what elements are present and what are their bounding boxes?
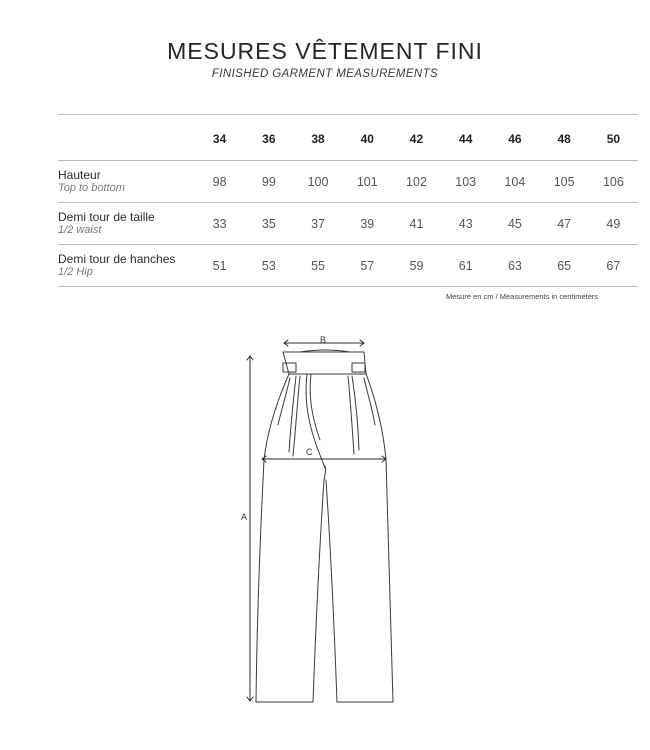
size-header: 48 [557, 131, 571, 146]
size-header: 40 [360, 131, 374, 146]
table-cell: 105 [553, 174, 575, 189]
table-cell: 103 [455, 174, 477, 189]
table-cell: 99 [261, 174, 276, 189]
size-header: 42 [409, 131, 424, 146]
table-cell: 98 [212, 174, 227, 189]
table-cell: 59 [409, 258, 424, 273]
label-a: A [241, 512, 248, 522]
table-cell: 51 [212, 258, 227, 273]
table-cell: 37 [311, 216, 325, 231]
table-cell: 35 [261, 216, 276, 231]
label-b: B [320, 335, 327, 345]
page-title: MESURES VÊTEMENT FINI [167, 38, 483, 64]
units-note: Mesure en cm / Measurements in centimeters [446, 292, 599, 301]
left-outseam [256, 374, 289, 702]
pleat-left-1 [289, 376, 296, 452]
pleat-left-2 [293, 376, 300, 456]
measurement-arrows [247, 340, 386, 701]
table-cell: 33 [212, 216, 227, 231]
trousers-outline [256, 350, 393, 702]
size-header: 38 [311, 131, 325, 146]
table-cell: 61 [458, 258, 473, 273]
table-cell: 39 [360, 216, 375, 231]
left-inseam [313, 466, 326, 702]
row-label-en: 1/2 Hip [58, 265, 93, 278]
size-header: 44 [459, 131, 473, 146]
table-cell: 53 [261, 258, 276, 273]
table-cell: 101 [356, 174, 378, 189]
table-cell: 67 [606, 258, 621, 273]
row-label-fr: Hauteur [58, 167, 101, 182]
size-header: 50 [606, 131, 621, 146]
table-cell: 41 [409, 216, 424, 231]
right-outseam [366, 374, 393, 702]
table-cell: 65 [557, 258, 572, 273]
size-header: 36 [262, 131, 276, 146]
table-cell: 100 [307, 174, 329, 189]
belt-tab-left [283, 363, 296, 372]
belt-tab-right [352, 363, 365, 372]
size-header: 34 [212, 131, 227, 146]
table-cell: 45 [507, 216, 522, 231]
label-c: C [306, 447, 313, 457]
table-cell: 55 [311, 258, 325, 273]
table-cell: 47 [557, 216, 572, 231]
pocket-right [364, 378, 375, 425]
size-header: 46 [508, 131, 522, 146]
table-cell: 57 [360, 258, 375, 273]
right-inseam [326, 480, 337, 702]
table-cell: 102 [406, 174, 427, 189]
table-cell: 49 [606, 216, 621, 231]
row-label-fr: Demi tour de taille [58, 209, 155, 224]
table-cell: 106 [602, 174, 624, 189]
pleat-right-2 [348, 376, 354, 454]
table-cell: 43 [458, 216, 473, 231]
table-cell: 63 [507, 258, 522, 273]
page-subtitle: FINISHED GARMENT MEASUREMENTS [211, 68, 439, 80]
row-label-fr: Demi tour de hanches [58, 251, 176, 266]
row-label-en: Top to bottom [58, 181, 125, 194]
table-cell: 104 [504, 174, 526, 189]
row-label-en: 1/2 waist [58, 223, 102, 236]
